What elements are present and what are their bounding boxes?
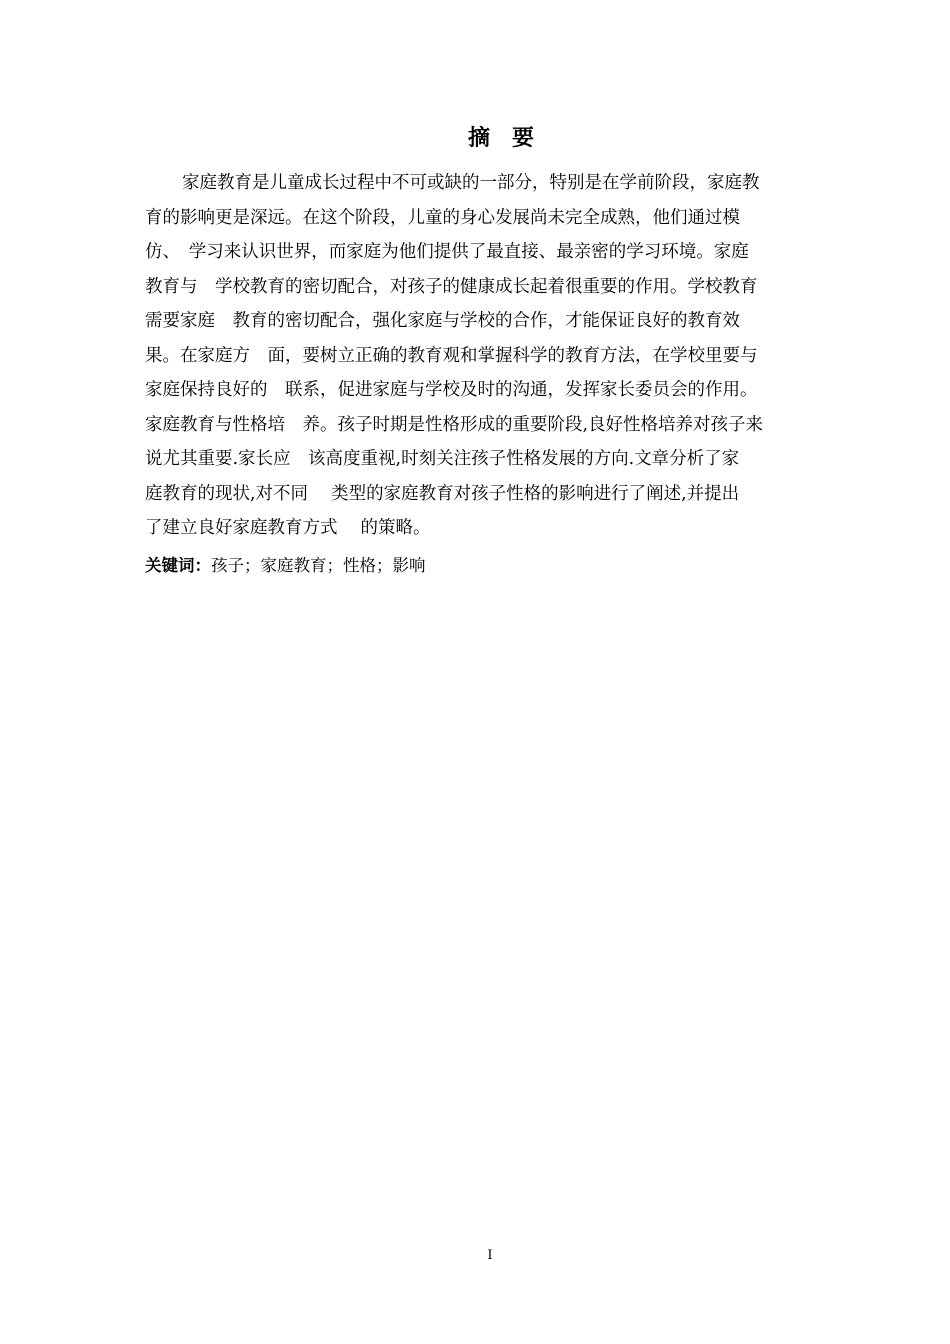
abstract-line: 家庭保持良好的 联系，促进家庭与学校及时的沟通，发挥家长委员会的作用。 bbox=[145, 380, 758, 400]
page-number: I bbox=[487, 1248, 493, 1263]
keywords-line bbox=[145, 550, 426, 582]
abstract-body bbox=[145, 166, 815, 546]
abstract-line: 了建立良好家庭教育方式 的策略。 bbox=[145, 518, 431, 538]
abstract-line: 说尤其重要.家长应 该高度重视,时刻关注孩子性格发展的方向.文章分析了家 bbox=[145, 449, 740, 469]
abstract-line: 教育与 学校教育的密切配合，对孩子的健康成长起着很重要的作用。学校教育 bbox=[145, 276, 758, 297]
keywords-values: 孩子；家庭教育；性格；影响 bbox=[211, 556, 426, 575]
abstract-line: 庭教育的现状,对不同 类型的家庭教育对孩子性格的影响进行了阐述,并提出 bbox=[145, 483, 740, 504]
abstract-line: 仿、 学习来认识世界，而家庭为他们提供了最直接、最亲密的学习环境。家庭 bbox=[145, 242, 749, 262]
abstract-line: 家庭教育与性格培 养。孩子时期是性格形成的重要阶段,良好性格培养对孩子来 bbox=[145, 414, 764, 435]
abstract-line: 家庭教育是儿童成长过程中不可或缺的一部分，特别是在学前阶段，家庭教 bbox=[182, 173, 760, 193]
keywords-label: 关键词： bbox=[145, 556, 211, 575]
abstract-line: 育的影响更是深远。在这个阶段，儿童的身心发展尚未完全成熟，他们通过模 bbox=[145, 207, 740, 228]
page-title: 摘 要 bbox=[467, 126, 534, 151]
abstract-line: 果。在家庭方 面，要树立正确的教育观和掌握科学的教育方法，在学校里要与 bbox=[145, 345, 758, 366]
abstract-line: 需要家庭 教育的密切配合，强化家庭与学校的合作，才能保证良好的教育效 bbox=[145, 311, 740, 331]
